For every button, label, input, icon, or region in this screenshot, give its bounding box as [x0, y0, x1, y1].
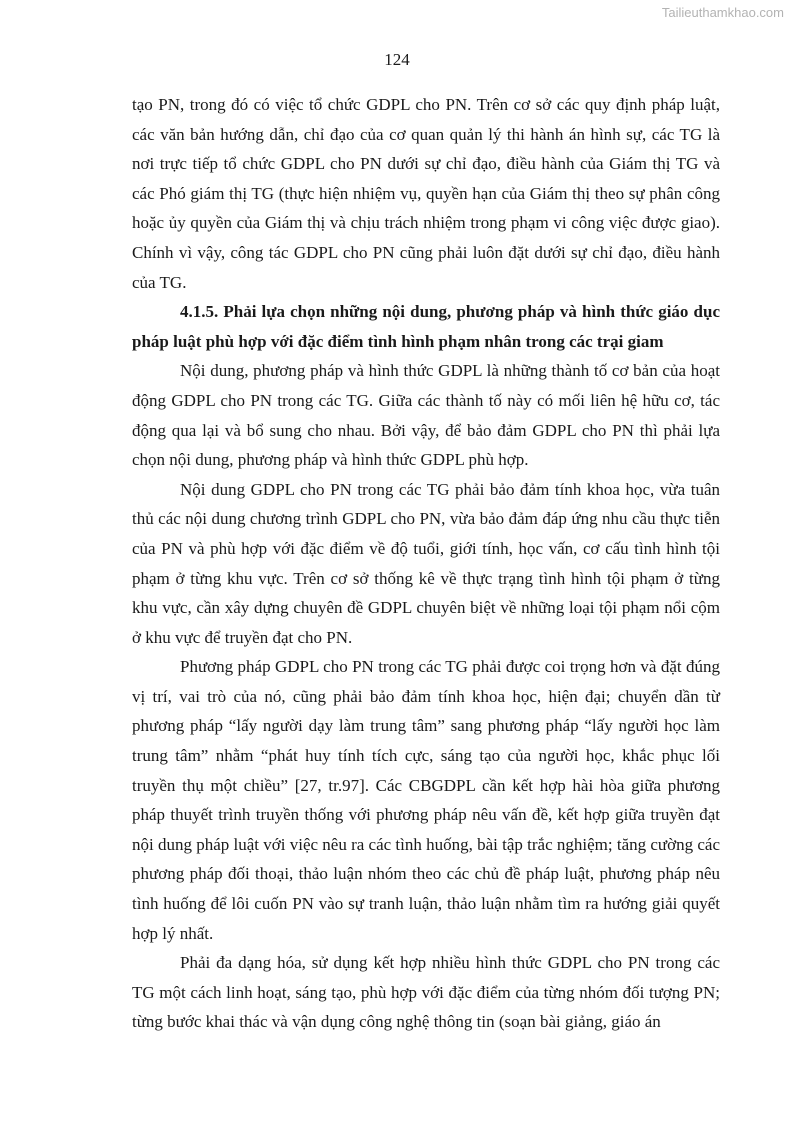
- section-heading: 4.1.5. Phải lựa chọn những nội dung, phương pháp và hình thức giáo dục pháp luật phù hợp với đặc điểm tình hình phạm nhân trong các trại giam: [132, 302, 720, 351]
- paragraph: Nội dung GDPL cho PN trong các TG phải bảo đảm tính khoa học, vừa tuân thủ các nội dung chương trình GDPL cho PN, vừa bảo đảm đáp ứng nhu cầu thực tiễn của PN và phù hợp với đặc điểm về độ tuổi, giới tính, học vấn, cơ cấu tình hình tội phạm ở từng khu vực. Trên cơ sở thống kê về thực trạng tình hình tội phạm ở từng khu vực, cần xây dựng chuyên đề GDPL chuyên biệt về những loại tội phạm nổi cộm ở khu vực để truyền đạt cho PN.: [132, 479, 720, 647]
- page-number: 124: [384, 50, 410, 69]
- document-body: [132, 90, 720, 1037]
- paragraph: Phương pháp GDPL cho PN trong các TG phải được coi trọng hơn và đặt đúng vị trí, vai trò của nó, cũng phải bảo đảm tính khoa học, hiện đại; chuyển dần từ phương pháp “lấy người dạy làm trung tâm” sang phương pháp “lấy người học làm trung tâm” nhằm “phát huy tính tích cực, sáng tạo của người học, khắc phục lối truyền thụ một chiều” [27, tr.97]. Các CBGDPL cần kết hợp hài hòa giữa phương pháp thuyết trình truyền thống với phương pháp nêu vấn đề, kết hợp giữa truyền đạt nội dung pháp luật với việc nêu ra các tình huống, bài tập trắc nghiệm; tăng cường các phương pháp đối thoại, thảo luận nhóm theo các chủ đề pháp luật, phương pháp nêu tình huống để lôi cuốn PN vào sự tranh luận, thảo luận nhằm tìm ra hướng giải quyết hợp lý nhất.: [132, 657, 721, 943]
- watermark: Tailieuthamkhao.com: [661, 5, 784, 20]
- paragraph: Nội dung, phương pháp và hình thức GDPL là những thành tố cơ bản của hoạt động GDPL cho PN trong các TG. Giữa các thành tố này có mối liên hệ hữu cơ, tác động qua lại và bổ sung cho nhau. Bởi vậy, để bảo đảm GDPL cho PN thì phải lựa chọn nội dung, phương pháp và hình thức GDPL phù hợp.: [132, 361, 720, 470]
- paragraph: Phải đa dạng hóa, sử dụng kết hợp nhiều hình thức GDPL cho PN trong các TG một cách linh hoạt, sáng tạo, phù hợp với đặc điểm của từng nhóm đối tượng PN; từng bước khai thác và vận dụng công nghệ thông tin (soạn bài giảng, giáo án: [132, 953, 720, 1032]
- paragraph-continuation: tạo PN, trong đó có việc tổ chức GDPL cho PN. Trên cơ sở các quy định pháp luật, các văn bản hướng dẫn, chỉ đạo của cơ quan quản lý thi hành án hình sự, các TG là nơi trực tiếp tổ chức GDPL cho PN dưới sự chỉ đạo, điều hành của Giám thị TG và các Phó giám thị TG (thực hiện nhiệm vụ, quyền hạn của Giám thị theo sự phân công hoặc ủy quyền của Giám thị và chịu trách nhiệm trong phạm vi công việc được giao). Chính vì vậy, công tác GDPL cho PN cũng phải luôn đặt dưới sự chỉ đạo, điều hành của TG.: [132, 95, 720, 292]
